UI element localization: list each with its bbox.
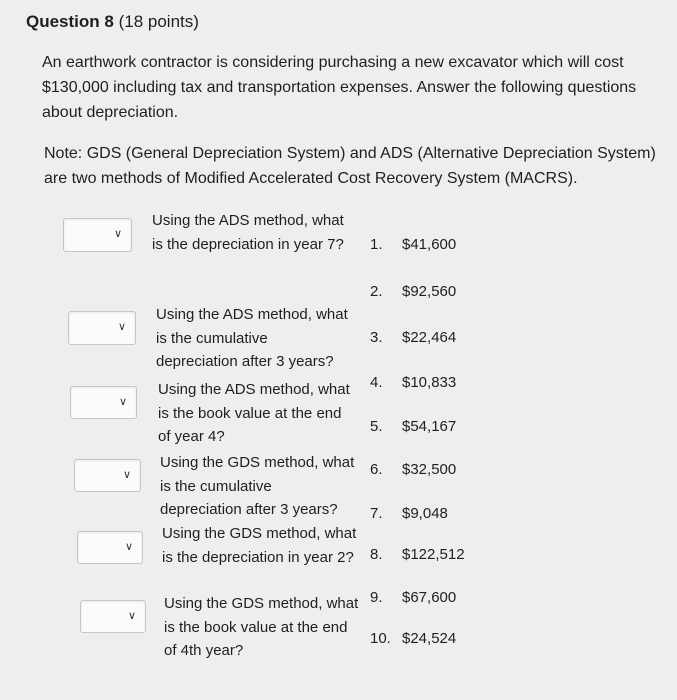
chevron-down-icon: ∨: [118, 395, 127, 408]
question-intro: An earthwork contractor is considering purchasing a new excavator which will cost $130,000 including tax and transportation expenses. Answer the following questions about depreciation.: [42, 54, 637, 121]
question-header: [26, 12, 199, 32]
answer-select-3[interactable]: [70, 386, 137, 419]
option-value: $24,524: [402, 630, 457, 647]
prompt-5: Using the GDS method, what is the depreciation in year 2?: [162, 525, 357, 566]
option-number: 4.: [370, 374, 383, 391]
option-number: 2.: [370, 283, 383, 300]
option-number: 9.: [370, 589, 383, 606]
option-4: [370, 374, 456, 391]
option-10: [370, 630, 456, 647]
option-number: 7.: [370, 505, 383, 522]
option-value: $41,600: [402, 236, 457, 253]
option-number: 8.: [370, 546, 383, 563]
option-number: 3.: [370, 329, 383, 346]
prompt-6: Using the GDS method, what is the book value at the end of 4th year?: [164, 595, 359, 659]
option-6: [370, 461, 456, 478]
answer-select-2[interactable]: [68, 311, 136, 345]
answer-select-4[interactable]: [74, 459, 141, 492]
option-value: $32,500: [402, 461, 457, 478]
option-8: [370, 546, 465, 563]
question-points: (18 points): [118, 12, 199, 31]
chevron-down-icon: ∨: [122, 468, 131, 481]
prompt-4: Using the GDS method, what is the cumulative depreciation after 3 years?: [160, 454, 355, 518]
answer-select-1[interactable]: [63, 218, 132, 252]
option-value: $54,167: [402, 418, 457, 435]
prompt-3: Using the ADS method, what is the book value at the end of year 4?: [158, 381, 350, 445]
option-number: 5.: [370, 418, 383, 435]
chevron-down-icon: ∨: [113, 227, 122, 240]
answer-select-6[interactable]: [80, 600, 146, 633]
option-3: [370, 329, 456, 346]
prompt-1: Using the ADS method, what is the depreciation in year 7?: [152, 212, 344, 253]
chevron-down-icon: ∨: [124, 540, 133, 553]
option-number: 6.: [370, 461, 383, 478]
option-value: $67,600: [402, 589, 457, 606]
option-value: $122,512: [402, 546, 465, 563]
chevron-down-icon: ∨: [117, 320, 126, 333]
option-value: $22,464: [402, 329, 457, 346]
option-value: $10,833: [402, 374, 457, 391]
question-number: Question 8: [26, 12, 114, 31]
option-value: $92,560: [402, 283, 457, 300]
option-7: [370, 505, 448, 522]
option-9: [370, 589, 456, 606]
answer-select-5[interactable]: [77, 531, 143, 564]
option-5: [370, 418, 456, 435]
question-note: Note: GDS (General Depreciation System) and ADS (Alternative Depreciation System) are two methods of Modified Accelerated Cost Recovery System (MACRS).: [44, 145, 656, 187]
option-number: 10.: [370, 630, 391, 647]
option-2: [370, 283, 456, 300]
prompt-2: Using the ADS method, what is the cumulative depreciation after 3 years?: [156, 306, 348, 370]
option-number: 1.: [370, 236, 383, 253]
chevron-down-icon: ∨: [127, 609, 136, 622]
option-1: [370, 236, 456, 253]
option-value: $9,048: [402, 505, 448, 522]
